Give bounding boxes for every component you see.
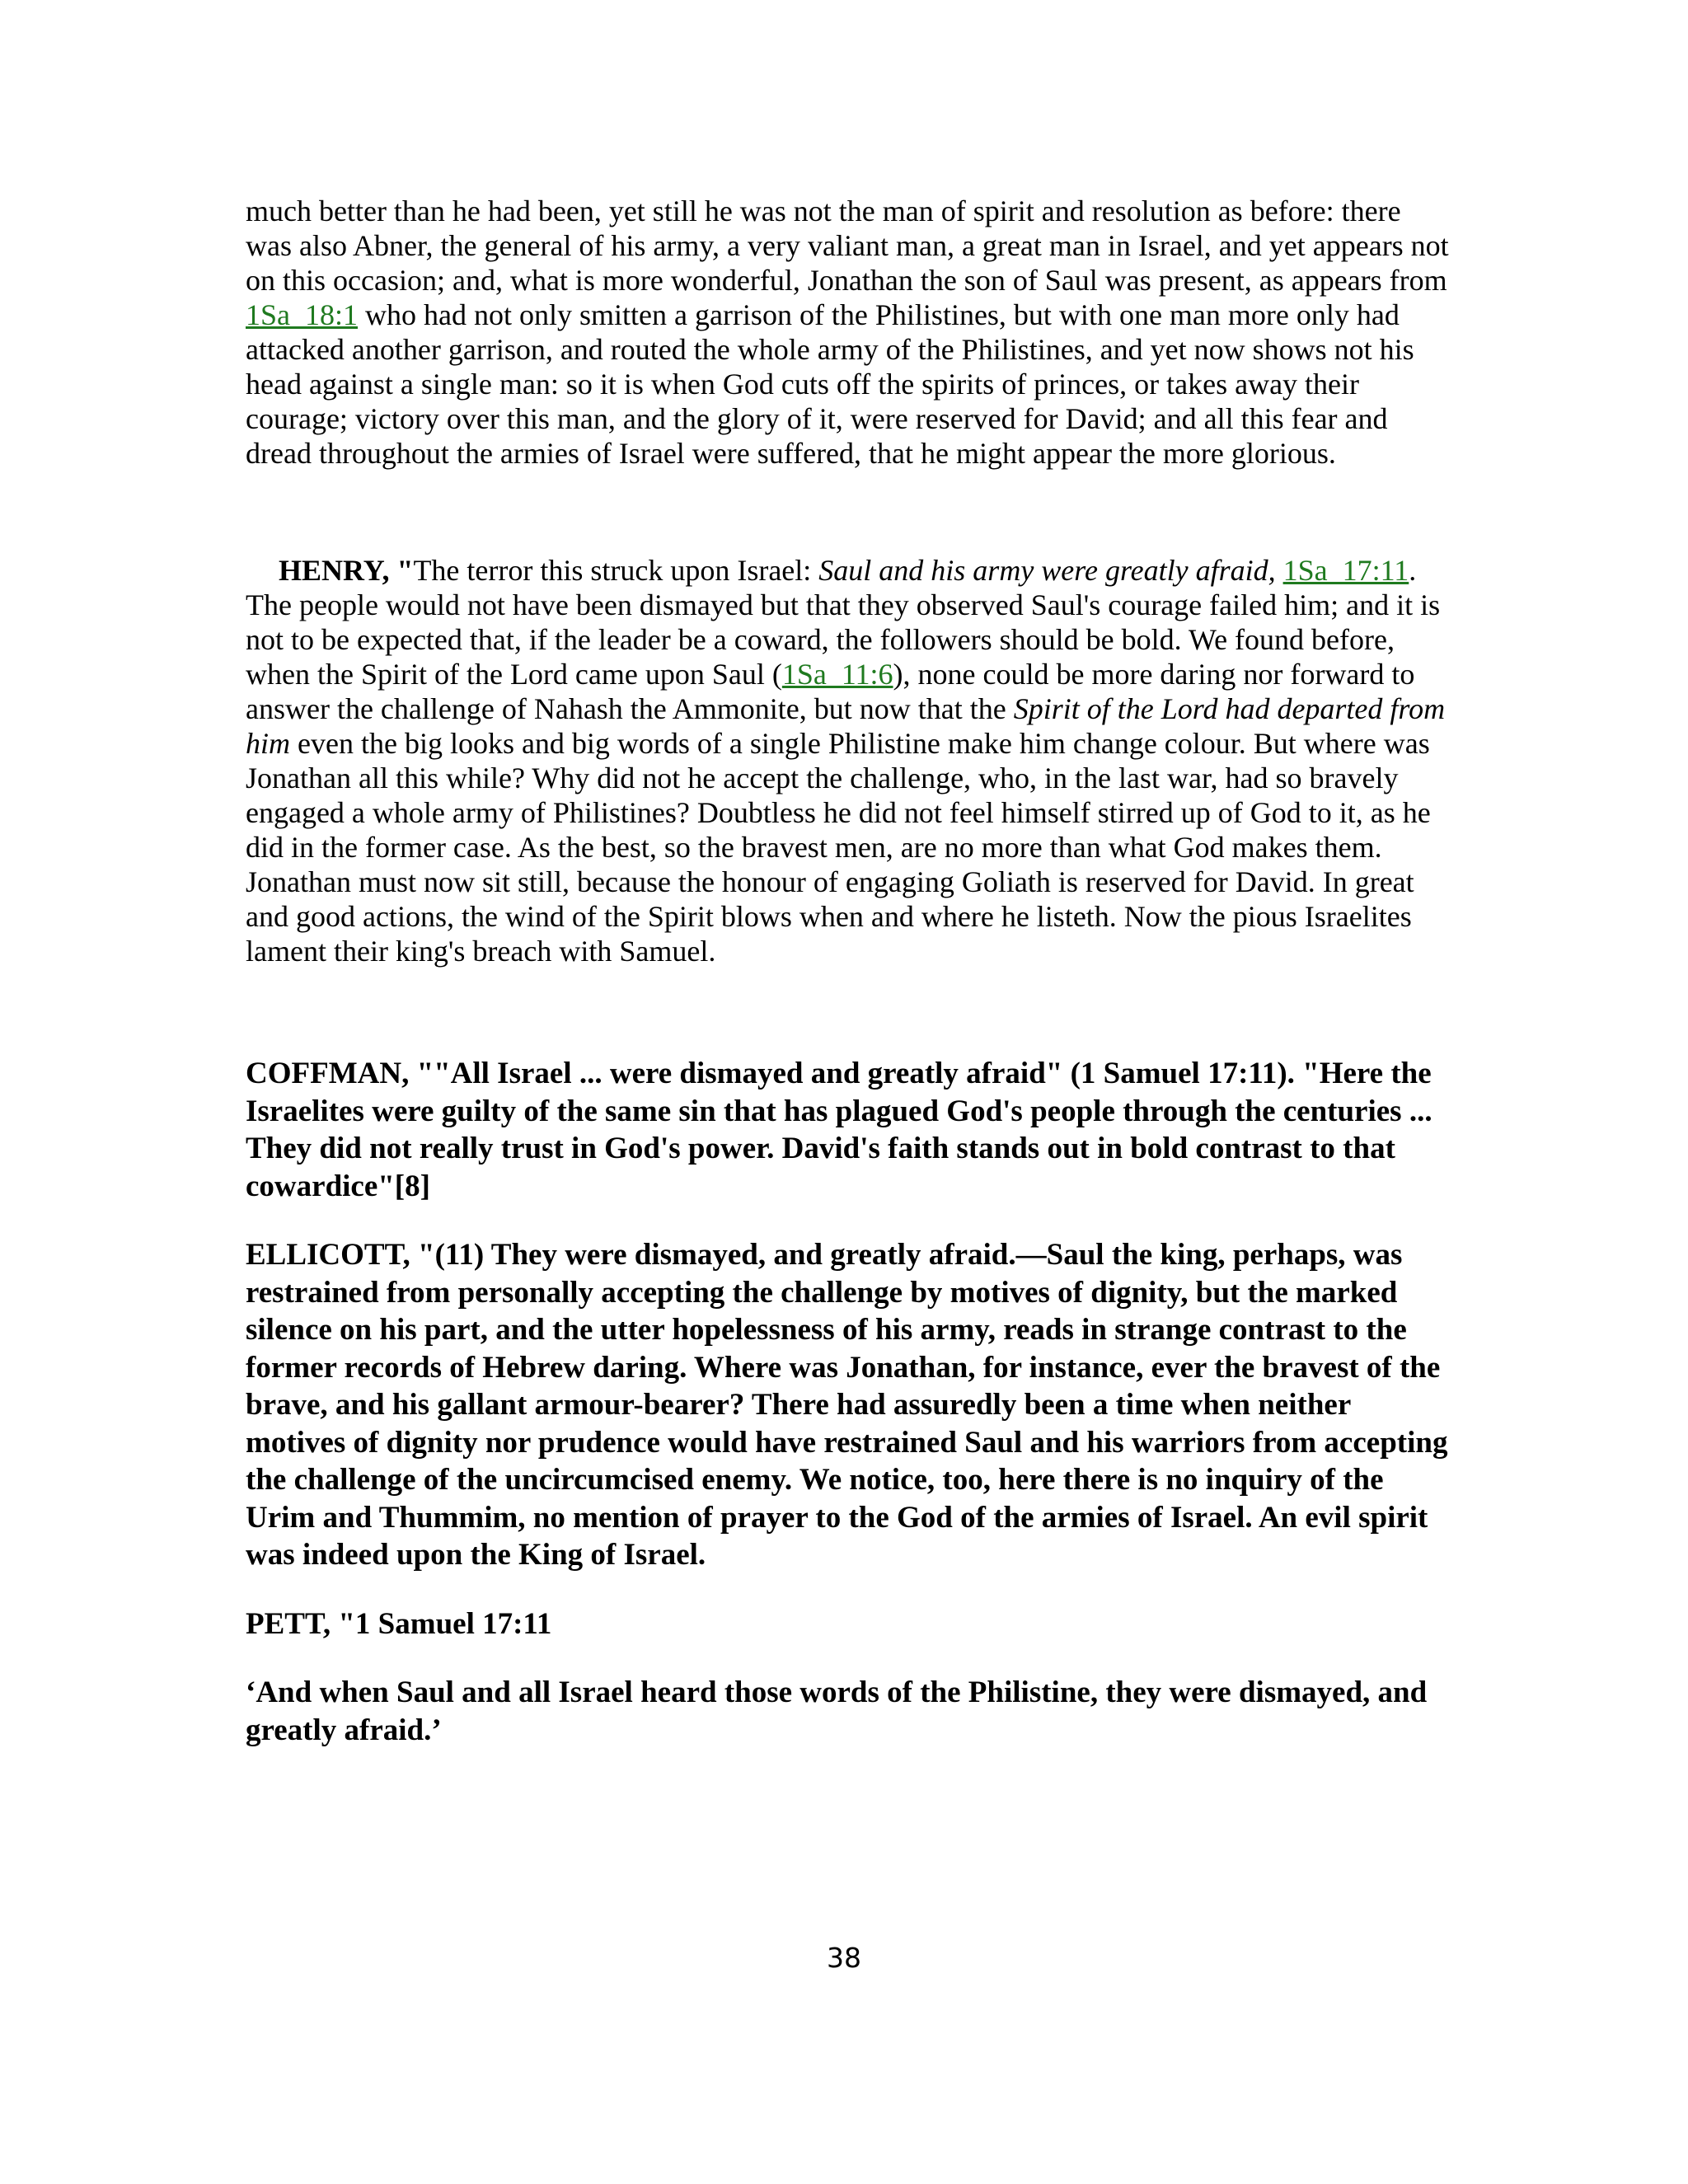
document-body <box>246 194 1449 1749</box>
paragraph-text: who had not only smitten a garrison of the Philistines, but with one man more only had attacked another garrison, and routed the whole army of the Philistines, and yet now shows not his head against a single man: so it is when God cuts off the spirits of princes, or takes away their courage; victory over this man, and the glory of it, were reserved for David; and all this fear and dread throughout the armies of Israel were suffered, that he might appear the more glorious. <box>246 298 1414 470</box>
commentator-name-henry: HENRY, " <box>279 554 414 587</box>
italic-quote: Saul and his army were greatly afraid, <box>818 554 1276 587</box>
paragraph-text <box>1276 554 1283 587</box>
paragraph-text: even the big looks and big words of a single Philistine make him change colour. But where was Jonathan all this while? Why did not he accept the challenge, who, in the last war, had so bravely engaged a whole army of Philistines? Doubtless he did not feel himself stirred up of God to it, as he did in the former case. As the best, so the bravest men, are no more than what God makes them. Jonathan must now sit still, because the honour of engaging Goliath is reserved for David. In great and good actions, the wind of the Spirit blows when and where he listeth. Now the pious Israelites lament their king's breach with Samuel. <box>246 727 1431 968</box>
paragraph-henry <box>246 553 1449 968</box>
paragraph-ellicott: ELLICOTT, "(11) They were dismayed, and greatly afraid.—Saul the king, perhaps, was restrained from personally accepting the challenge by motives of dignity, but the marked silence on his part, and the utter hopelessness of his army, reads in strange contrast to the former records of Hebrew daring. Where was Jonathan, for instance, ever the bravest of the brave, and his gallant armour-bearer? There had assuredly been a time when neither motives of dignity nor prudence would have restrained Saul and his warriors from accepting the challenge of the uncircumcised enemy. We notice, too, here there is no inquiry of the Urim and Thummim, no mention of prayer to the God of the armies of Israel. An evil spirit was indeed upon the King of Israel. <box>246 1238 1448 1572</box>
page-number: 38 <box>827 1942 861 1974</box>
scripture-link-1sa-18-1[interactable]: 1Sa_18:1 <box>246 298 359 331</box>
paragraph-pett-quote: ‘And when Saul and all Israel heard those words of the Philistine, they were dismayed, and greatly afraid.’ <box>246 1675 1428 1747</box>
paragraph-text: ), none could be more daring nor forward to answer the challenge of Nahash the Ammonite, but now that the <box>246 658 1415 725</box>
paragraph-text: much better than he had been, yet still he was not the man of spirit and resolution as before: there was also Abner, the general of his army, a very valiant man, a great man in Israel, and yet appears not on this occasion; and, what is more wonderful, Jonathan the son of Saul was present, as appears from <box>246 194 1449 297</box>
scripture-link-1sa-11-6[interactable]: 1Sa_11:6 <box>781 658 893 691</box>
scripture-link-1sa-17-11[interactable]: 1Sa_17:11 <box>1282 554 1409 587</box>
italic-quote: Spirit of the Lord had departed from him <box>246 692 1446 760</box>
paragraph-text: The terror this struck upon Israel: <box>413 554 819 587</box>
paragraph-gill-continuation <box>246 194 1449 471</box>
paragraph-pett-heading: PETT, "1 Samuel 17:11 <box>246 1606 552 1641</box>
paragraph-text: . The people would not have been dismayed but that they observed Saul's courage failed him; and it is not to be expected that, if the leader be a coward, the followers should be bold. We found before, when the Spirit of the Lord came upon Saul ( <box>246 554 1441 691</box>
paragraph-coffman: COFFMAN, ""All Israel ... were dismayed and greatly afraid" (1 Samuel 17:11). "Here the Israelites were guilty of the same sin that has plagued God's people through the centuries ... They did not really trust in God's power. David's faith stands out in bold contrast to that cowardice"[8] <box>246 1057 1432 1203</box>
